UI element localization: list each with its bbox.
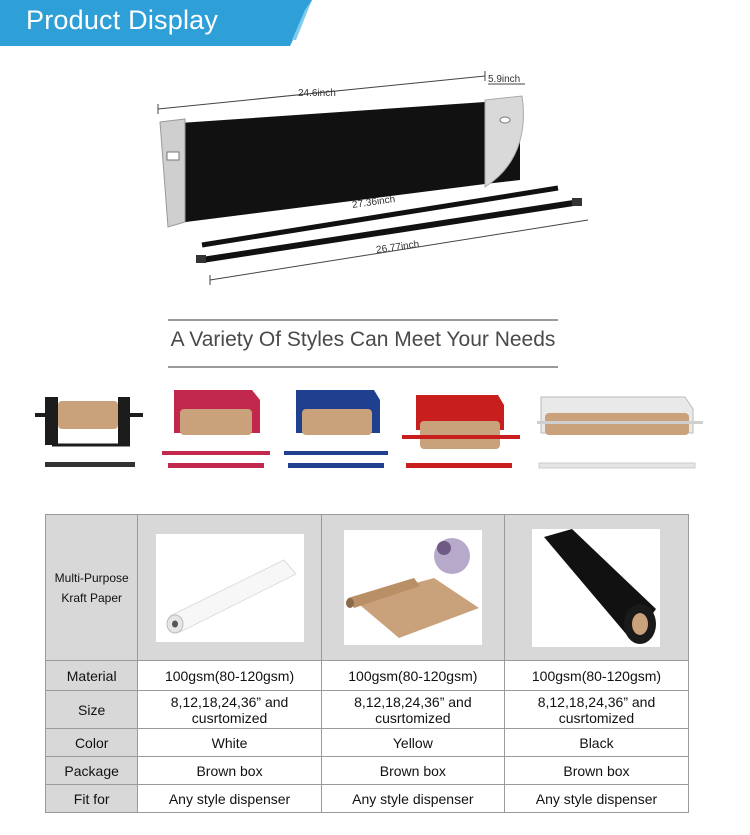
variant-blue-dispenser <box>282 385 392 475</box>
variant-red-dispenser <box>400 385 522 475</box>
product-hero <box>140 62 610 292</box>
dim-depth: 5.9inch <box>488 74 521 85</box>
cell: 100gsm(80-120gsm) <box>138 661 321 691</box>
cell: 100gsm(80-120gsm) <box>504 661 688 691</box>
cell: 8,12,18,24,36” and cusrtomized <box>138 691 321 729</box>
cell: Black <box>504 729 688 757</box>
row-label: Material <box>46 661 138 691</box>
cell: Brown box <box>138 757 321 785</box>
row-label: Color <box>46 729 138 757</box>
subtitle-rule-bottom <box>168 366 558 368</box>
white-dispenser-image <box>535 385 705 475</box>
table-image-row <box>46 515 689 661</box>
yellow-paper-roll-image <box>344 530 482 645</box>
table-row <box>46 729 689 757</box>
cell: Any style dispenser <box>138 785 321 813</box>
table-header-label <box>46 515 138 661</box>
cell: Brown box <box>504 757 688 785</box>
row-label: Package <box>46 757 138 785</box>
black-dispenser-image <box>30 385 148 475</box>
banner-title: Product Display <box>26 5 219 35</box>
kraft-paper-label: Multi-Purpose Kraft Paper <box>54 570 129 605</box>
cell: 8,12,18,24,36” and cusrtomized <box>321 691 504 729</box>
section-subtitle: A Variety Of Styles Can Meet Your Needs <box>170 328 556 351</box>
white-paper-roll-image <box>156 534 304 642</box>
cell: Any style dispenser <box>321 785 504 813</box>
cell: 100gsm(80-120gsm) <box>321 661 504 691</box>
header-banner <box>0 0 312 46</box>
pink-dispenser-image <box>160 385 272 475</box>
dim-rod-long: 27.36inch <box>351 194 396 211</box>
dim-rod-short: 26.77inch <box>375 239 420 256</box>
blue-dispenser-image <box>282 385 392 475</box>
red-dispenser-image <box>400 385 522 475</box>
variant-white-dispenser <box>535 385 705 475</box>
row-label: Fit for <box>46 785 138 813</box>
row-label: Size <box>46 691 138 729</box>
yellow-paper-cell <box>321 515 504 661</box>
cell: Yellow <box>321 729 504 757</box>
black-paper-roll-image <box>532 529 660 647</box>
variant-pink-dispenser <box>160 385 272 475</box>
cell: 8,12,18,24,36” and cusrtomized <box>504 691 688 729</box>
dim-width: 24.6inch <box>298 88 336 99</box>
cell: Any style dispenser <box>504 785 688 813</box>
subtitle-rule-top <box>168 319 558 321</box>
cell: White <box>138 729 321 757</box>
table-row <box>46 661 689 691</box>
table-row <box>46 757 689 785</box>
black-paper-cell <box>504 515 688 661</box>
table-row <box>46 691 689 729</box>
spec-table <box>45 514 689 813</box>
table-row <box>46 785 689 813</box>
variant-black-dispenser <box>30 385 148 475</box>
cell: Brown box <box>321 757 504 785</box>
dispenser-illustration <box>140 62 610 292</box>
white-paper-cell <box>138 515 321 661</box>
